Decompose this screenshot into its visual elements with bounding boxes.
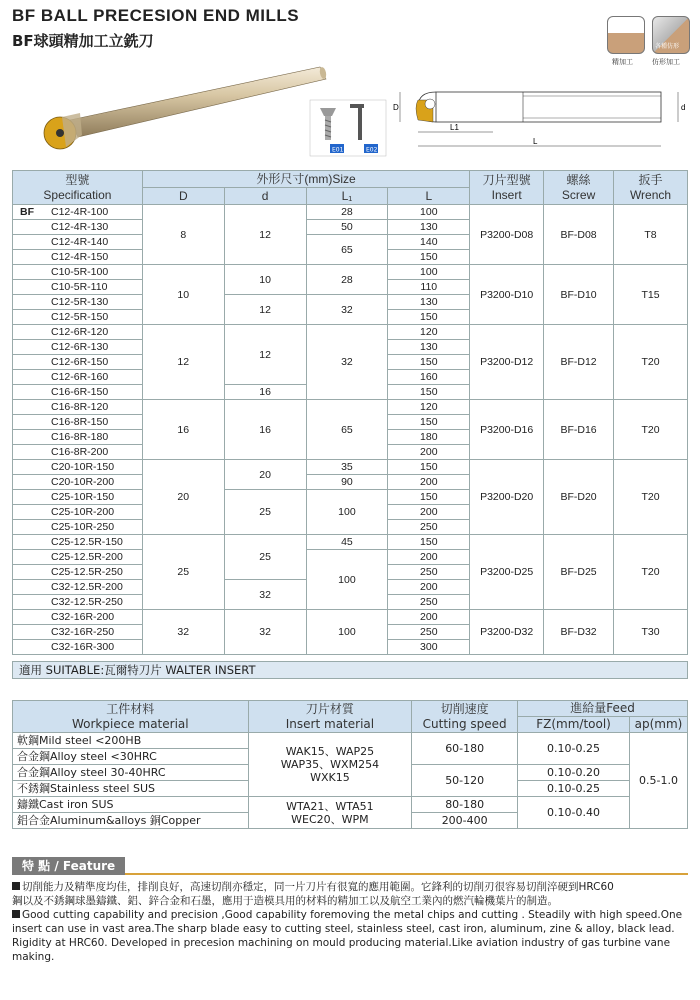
header-insert-en: Insert	[491, 187, 522, 202]
length-L-cell: 250	[388, 520, 470, 535]
header-D: D	[142, 188, 224, 205]
shank-d-cell: 25	[224, 490, 306, 535]
spec-row	[13, 205, 688, 220]
header-speed-en: Cutting speed	[422, 716, 507, 731]
header-wrench-en: Wrench	[629, 187, 672, 202]
model-cell	[13, 250, 143, 265]
feature-en-3: Rigidity at HRC60. Developed in precesion machining on mould producing material.Like aviation industry of gas turbine vane making.	[12, 937, 671, 963]
length-L-cell: 160	[388, 370, 470, 385]
header-insert-material	[248, 701, 412, 733]
insert-material-b	[248, 797, 412, 829]
model-cell	[13, 370, 143, 385]
header-speed-zh: 切削速度	[440, 701, 489, 716]
length-L-cell: 200	[388, 610, 470, 625]
length-L-cell: 200	[388, 580, 470, 595]
spec-row	[13, 610, 688, 625]
model-cell	[13, 340, 143, 355]
length-L-cell: 150	[388, 490, 470, 505]
shank-d-cell: 32	[224, 580, 306, 610]
shank-d-cell: 10	[224, 265, 306, 295]
model-cell	[13, 400, 143, 415]
length-L1-cell: 100	[306, 550, 388, 610]
length-L1-cell: 28	[306, 205, 388, 220]
diameter-D-cell: 10	[142, 265, 224, 325]
header-insert	[470, 171, 544, 205]
length-L-cell: 130	[388, 220, 470, 235]
header-insert-material-en: Insert material	[285, 716, 375, 731]
material-row: 不銹鋼Stainless steel SUS	[13, 781, 249, 797]
material-row: 合金鋼Alloy steel <30HRC	[13, 749, 249, 765]
length-L-cell: 250	[388, 625, 470, 640]
model-cell	[13, 475, 143, 490]
length-L-cell: 120	[388, 400, 470, 415]
insert-material-line: WAP35、WXM254	[280, 758, 380, 771]
feature-zh-1: 切削能力及精準度均佳，排削良好，高速切削亦穩定，同一片刀片有很寬的應用範圍。它鋒利的切削刃很容易切削淬硬到HRC60	[22, 881, 614, 893]
model-code: C25-12.5R-150	[51, 536, 123, 548]
insert-cell: P3200-D20	[470, 460, 544, 535]
screw-cell: BF-D08	[544, 205, 614, 265]
insert-cell: P3200-D08	[470, 205, 544, 265]
bf-prefix: BF	[20, 206, 34, 218]
length-L-cell: 250	[388, 595, 470, 610]
spec-row	[13, 400, 688, 415]
wrench-cell: T20	[614, 535, 688, 610]
length-L-cell: 150	[388, 250, 470, 265]
profile-badge: 各種仿形	[655, 43, 680, 50]
model-code: C25-10R-150	[51, 491, 115, 503]
dim-L1: L1	[450, 123, 459, 132]
profile-label: 仿形加工	[652, 58, 680, 66]
feed-fz: 0.10-0.25	[518, 781, 630, 797]
model-cell	[13, 490, 143, 505]
dimension-drawing	[388, 70, 693, 160]
header-wrench-zh: 扳手	[638, 172, 663, 187]
model-cell	[13, 265, 143, 280]
model-cell	[13, 280, 143, 295]
cutting-speed: 60-180	[412, 733, 518, 765]
length-L-cell: 130	[388, 295, 470, 310]
length-L1-cell: 90	[306, 475, 388, 490]
model-cell	[13, 325, 143, 340]
length-L-cell: 200	[388, 505, 470, 520]
cutting-table	[12, 700, 688, 829]
header-workpiece-en: Workpiece material	[71, 716, 189, 731]
length-L-cell: 140	[388, 235, 470, 250]
model-cell	[13, 460, 143, 475]
wrench-label: E02	[366, 146, 378, 154]
insert-material-line: WTA21、WTA51	[286, 799, 374, 813]
screw-cell: BF-D32	[544, 610, 614, 655]
length-L-cell: 150	[388, 385, 470, 400]
screw-label: E01	[332, 146, 344, 154]
wrench-cell: T20	[614, 325, 688, 400]
diameter-D-cell: 12	[142, 325, 224, 400]
page-title-zh: BF球頭精加工立銑刀	[12, 32, 154, 50]
model-code: C16-8R-150	[51, 416, 109, 428]
model-code: C32-16R-200	[51, 611, 115, 623]
model-cell	[13, 640, 143, 655]
model-cell	[13, 505, 143, 520]
screw-cell: BF-D25	[544, 535, 614, 610]
bullet-icon	[12, 882, 20, 890]
header-speed	[412, 701, 518, 733]
model-code: C16-8R-200	[51, 446, 109, 458]
model-cell	[13, 550, 143, 565]
screw-cell: BF-D20	[544, 460, 614, 535]
bullet-icon	[12, 910, 20, 918]
model-code: C32-12.5R-250	[51, 596, 123, 608]
dim-d: d	[681, 103, 686, 112]
model-cell	[13, 580, 143, 595]
length-L1-cell: 100	[306, 610, 388, 655]
header-screw	[544, 171, 614, 205]
page-title-en: BF BALL PRECESION END MILLS	[12, 6, 300, 25]
header-wrench	[614, 171, 688, 205]
length-L-cell: 300	[388, 640, 470, 655]
length-L-cell: 250	[388, 565, 470, 580]
model-code: C12-4R-140	[51, 236, 109, 248]
model-cell	[13, 625, 143, 640]
model-code: C12-4R-130	[51, 221, 109, 233]
spec-table	[12, 170, 688, 655]
wrench-cell: T15	[614, 265, 688, 325]
wrench-cell: T30	[614, 610, 688, 655]
shank-d-cell: 12	[224, 325, 306, 385]
length-L1-cell: 65	[306, 400, 388, 460]
model-code: C20-10R-200	[51, 476, 115, 488]
model-code: C10-5R-100	[51, 266, 109, 278]
insert-material-line: WXK15	[310, 771, 350, 784]
model-code: C12-4R-150	[51, 251, 109, 263]
model-code: C32-16R-300	[51, 641, 115, 653]
header-size: 外形尺寸(mm)Size	[142, 171, 469, 188]
diameter-D-cell: 8	[142, 205, 224, 265]
diameter-D-cell: 32	[142, 610, 224, 655]
insert-material-a	[248, 733, 412, 797]
feature-en-2: insert can use in vast area.The sharp blade easy to cutting steel, stainless steel, cast iron, aluminum, zine & alloy, black lead.	[12, 923, 675, 935]
length-L-cell: 150	[388, 415, 470, 430]
model-code: C32-16R-250	[51, 626, 115, 638]
model-code: C16-8R-180	[51, 431, 109, 443]
screw-cell: BF-D10	[544, 265, 614, 325]
end-mill-image	[30, 65, 330, 155]
header-feed: 進給量Feed	[518, 701, 688, 717]
length-L-cell: 180	[388, 430, 470, 445]
model-cell	[13, 205, 143, 220]
wrench-cell: T20	[614, 460, 688, 535]
cutting-speed: 50-120	[412, 765, 518, 797]
header-screw-en: Screw	[561, 187, 596, 202]
dim-L: L	[533, 137, 538, 146]
material-row: 鑄鐵Cast iron SUS	[13, 797, 249, 813]
feed-fz: 0.10-0.25	[518, 733, 630, 765]
header-spec-en: Specification	[43, 187, 112, 202]
length-L1-cell: 32	[306, 325, 388, 400]
model-cell	[13, 520, 143, 535]
material-row: 合金鋼Alloy steel 30-40HRC	[13, 765, 249, 781]
model-code: C16-8R-120	[51, 401, 109, 413]
spec-row	[13, 325, 688, 340]
shank-d-cell: 16	[224, 385, 306, 400]
shank-d-cell: 12	[224, 295, 306, 325]
length-L-cell: 200	[388, 475, 470, 490]
model-code: C32-12.5R-200	[51, 581, 123, 593]
feature-bar	[12, 857, 688, 875]
cutting-speed: 80-180	[412, 797, 518, 813]
length-L1-cell: 28	[306, 265, 388, 295]
spec-row	[13, 460, 688, 475]
shank-d-cell: 25	[224, 535, 306, 580]
material-row: 軟鋼Mild steel <200HB	[13, 733, 249, 749]
feature-zh-2: 鋼以及不銹鋼球墨鑄鐵、鋁、鋅合金和石墨，應用于造模具用的材料的精加工以及航空工業內的燃汽輪機葉片的制造。	[12, 895, 558, 907]
model-cell	[13, 355, 143, 370]
diameter-D-cell: 20	[142, 460, 224, 535]
insert-cell: P3200-D10	[470, 265, 544, 325]
length-L-cell: 150	[388, 310, 470, 325]
length-L-cell: 130	[388, 340, 470, 355]
model-code: C10-5R-110	[51, 281, 108, 293]
length-L-cell: 120	[388, 325, 470, 340]
length-L-cell: 150	[388, 535, 470, 550]
length-L-cell: 100	[388, 265, 470, 280]
insert-cell: P3200-D25	[470, 535, 544, 610]
shank-d-cell: 12	[224, 205, 306, 265]
header-fz: FZ(mm/tool)	[518, 717, 630, 733]
model-cell	[13, 445, 143, 460]
model-code: C12-6R-130	[51, 341, 109, 353]
model-code: C12-6R-120	[51, 326, 109, 338]
header-insert-zh: 刀片型號	[482, 172, 531, 187]
model-cell	[13, 610, 143, 625]
diameter-D-cell: 16	[142, 400, 224, 460]
model-code: C25-10R-250	[51, 521, 115, 533]
header-insert-material-zh: 刀片材質	[305, 701, 354, 716]
header-workpiece	[13, 701, 249, 733]
length-L1-cell: 50	[306, 220, 388, 235]
model-cell	[13, 565, 143, 580]
model-code: C12-4R-100	[51, 206, 109, 218]
model-code: C12-6R-160	[51, 371, 109, 383]
model-code: C12-5R-150	[51, 311, 109, 323]
cutting-speed: 200-400	[412, 813, 518, 829]
wrench-cell: T8	[614, 205, 688, 265]
feed-ap: 0.5-1.0	[629, 733, 687, 829]
screw-cell: BF-D12	[544, 325, 614, 400]
header-spec-zh: 型號	[65, 172, 90, 187]
feature-tag: 特 點 / Feature	[12, 857, 125, 875]
header-screw-zh: 螺絲	[566, 172, 591, 187]
wrench-cell: T20	[614, 400, 688, 460]
model-code: C16-6R-150	[51, 386, 109, 398]
insert-cell: P3200-D16	[470, 400, 544, 460]
length-L-cell: 200	[388, 445, 470, 460]
length-L1-cell: 35	[306, 460, 388, 475]
shank-d-cell: 16	[224, 400, 306, 460]
model-code: C25-12.5R-250	[51, 566, 123, 578]
feed-fz: 0.10-0.20	[518, 765, 630, 781]
model-code: C25-12.5R-200	[51, 551, 123, 563]
material-row: 鋁合金Aluminum&alloys 銅Copper	[13, 813, 249, 829]
model-code: C12-5R-130	[51, 296, 109, 308]
length-L-cell: 200	[388, 550, 470, 565]
shank-d-cell: 20	[224, 460, 306, 490]
insert-material-line: WEC20、WPM	[291, 812, 369, 826]
finish-label: 精加工	[612, 58, 633, 66]
dim-D: D	[393, 103, 399, 112]
header-spec	[13, 171, 143, 205]
profile-icon	[652, 16, 690, 54]
model-cell	[13, 295, 143, 310]
header-ap: ap(mm)	[629, 717, 687, 733]
suitable-note: 適用 SUITABLE:瓦爾特刀片 WALTER INSERT	[12, 661, 688, 679]
model-code: C20-10R-150	[51, 461, 115, 473]
header-L1: L₁	[306, 188, 388, 205]
screw-wrench-image	[308, 98, 388, 158]
insert-cell: P3200-D32	[470, 610, 544, 655]
insert-material-line: WAK15、WAP25	[285, 745, 375, 758]
spec-row	[13, 535, 688, 550]
feature-en-1: Good cutting capability and precision ,Good capability foremoving the metal chips and cutting . Steadily with high speed.One	[22, 909, 683, 921]
model-cell	[13, 310, 143, 325]
model-cell	[13, 535, 143, 550]
model-cell	[13, 595, 143, 610]
model-code: C25-10R-200	[51, 506, 115, 518]
model-cell	[13, 220, 143, 235]
length-L1-cell: 45	[306, 535, 388, 550]
length-L1-cell: 32	[306, 295, 388, 325]
feed-fz: 0.10-0.40	[518, 797, 630, 829]
screw-cell: BF-D16	[544, 400, 614, 460]
header-d: d	[224, 188, 306, 205]
length-L-cell: 150	[388, 460, 470, 475]
shank-d-cell: 32	[224, 610, 306, 655]
spec-row	[13, 265, 688, 280]
length-L-cell: 110	[388, 280, 470, 295]
model-cell	[13, 430, 143, 445]
diameter-D-cell: 25	[142, 535, 224, 610]
model-code: C12-6R-150	[51, 356, 109, 368]
header-L: L	[388, 188, 470, 205]
model-cell	[13, 385, 143, 400]
model-cell	[13, 235, 143, 250]
insert-cell: P3200-D12	[470, 325, 544, 400]
length-L1-cell: 100	[306, 490, 388, 535]
feature-text	[12, 880, 692, 964]
finish-icon	[607, 16, 645, 54]
length-L-cell: 100	[388, 205, 470, 220]
length-L-cell: 150	[388, 355, 470, 370]
header-workpiece-zh: 工件材料	[106, 701, 155, 716]
length-L1-cell: 65	[306, 235, 388, 265]
model-cell	[13, 415, 143, 430]
